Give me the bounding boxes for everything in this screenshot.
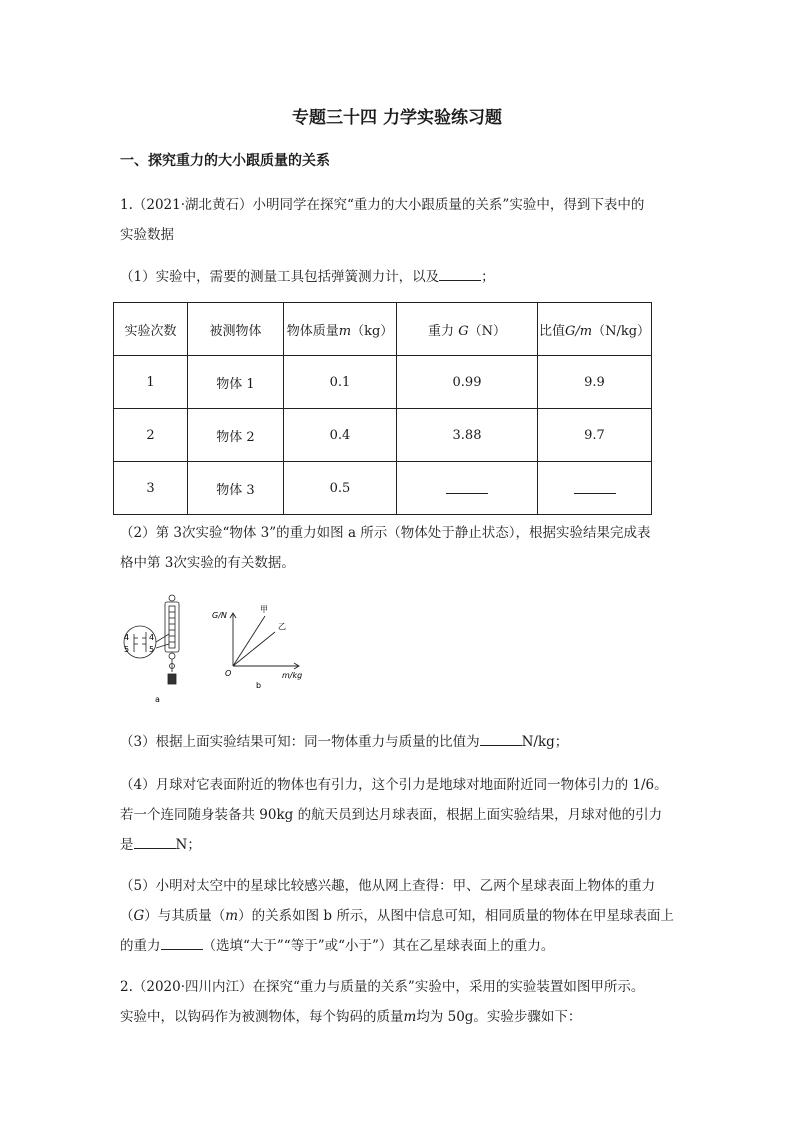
answer-blank[interactable] [480,731,522,746]
q1-part4-line3: 是 N； [120,830,680,860]
scale-label-4-right: 4 [149,633,155,642]
cell: 物体 1 [188,356,284,409]
q1-part5-line1: （5）小明对太空中的星球比较感兴趣，他从网上查得：甲、乙两个星球表面上物体的重力 [120,878,656,894]
figure-b-label: b [256,681,262,690]
q1-part2 [120,518,680,578]
table-row [114,409,652,462]
scale-label-4: 4 [124,633,130,642]
data-table [113,302,652,515]
q1-part4-line2: 若一个连同随身装备共 90kg 的航天员到达月球表面，根据上面实验结果，月球对他的引力 [120,807,663,823]
q1-part5-line3: 的重力 （选填“大于”“等于”或“小于”）其在乙星球表面上的重力。 [120,931,680,961]
table-row [114,462,652,515]
cell: 0.99 [397,356,538,409]
q1-part4-line1: （4）月球对它表面附近的物体也有引力，这个引力是地球对地面附近同一物体引力的 1/6。 [120,777,668,793]
header-object: 被测物体 [188,303,284,356]
question-2-intro [120,972,680,1032]
y-axis-label: G/N [212,611,227,620]
q2-intro-line2: 实验中，以钩码作为被测物体，每个钩码的质量m均为 50g。实验步骤如下： [120,1009,582,1025]
q1-part1 [120,262,680,292]
graph-figure [230,613,299,669]
q1-part3 [120,727,680,757]
cell: 9.9 [538,356,652,409]
answer-blank[interactable] [446,479,488,494]
line-jia-label: 甲 [260,605,268,614]
q1-part5-line2: （G）与其质量（m）的关系如图 b 所示，从图中信息可知，相同质量的物体在甲星球表面上 [120,908,674,924]
answer-blank[interactable] [439,266,481,281]
line-yi-label: 乙 [278,622,286,631]
q1-part3-end: N/kg； [521,734,569,750]
cell: 物体 2 [188,409,284,462]
cell: 0.5 [284,462,397,515]
header-ratio: 比值G/m（N/kg） [538,303,652,356]
q1-part3-text: （3）根据上面实验结果可知：同一物体重力与质量的比值为 [120,734,480,750]
figure-a-label: a [155,695,160,704]
x-axis-label: m/kg [282,671,303,680]
cell: 2 [114,409,188,462]
scale-label-5: 5 [124,645,130,654]
q1-intro-line1: 1.（2021·湖北黄石）小明同学在探究“重力的大小跟质量的关系”实验中，得到下表中的 [120,197,645,213]
scale-label-5-right: 5 [149,645,155,654]
header-gravity: 重力 G（N） [397,303,538,356]
figure-area [120,594,320,710]
cell: 0.1 [284,356,397,409]
q1-intro-line2: 实验数据 [120,227,174,243]
q1-part4 [120,770,680,860]
header-trial: 实验次数 [114,303,188,356]
cell-blank[interactable] [538,462,652,515]
q2-intro-line1: 2.（2020·四川内江）在探究“重力与质量的关系”实验中，采用的实验装置如图甲所示。 [120,979,645,995]
header-mass: 物体质量m（kg） [284,303,397,356]
cell: 0.4 [284,409,397,462]
cell-blank[interactable] [397,462,538,515]
answer-blank[interactable] [574,479,616,494]
cell: 9.7 [538,409,652,462]
cell: 3 [114,462,188,515]
answer-blank[interactable] [134,834,176,849]
q1-part1-text: （1）实验中，需要的测量工具包括弹簧测力计，以及 [120,269,440,285]
question-1-intro [120,190,680,250]
q1-part5 [120,871,680,961]
table-row [114,356,652,409]
page-title: 专题三十四 力学实验练习题 [292,108,502,128]
q1-part1-end: ； [481,269,495,285]
q1-part2-line2: 格中第 3次实验的有关数据。 [120,555,295,571]
cell: 物体 3 [188,462,284,515]
cell: 1 [114,356,188,409]
answer-blank[interactable] [161,935,203,950]
table-header-row [114,303,652,356]
section-heading: 一、探究重力的大小跟质量的关系 [120,153,330,169]
q1-part2-line1: （2）第 3次实验“物体 3”的重力如图 a 所示（物体处于静止状态），根据实验结果完成表 [120,525,651,541]
figures-svg [120,594,320,706]
origin-label: O [225,669,232,678]
cell: 3.88 [397,409,538,462]
